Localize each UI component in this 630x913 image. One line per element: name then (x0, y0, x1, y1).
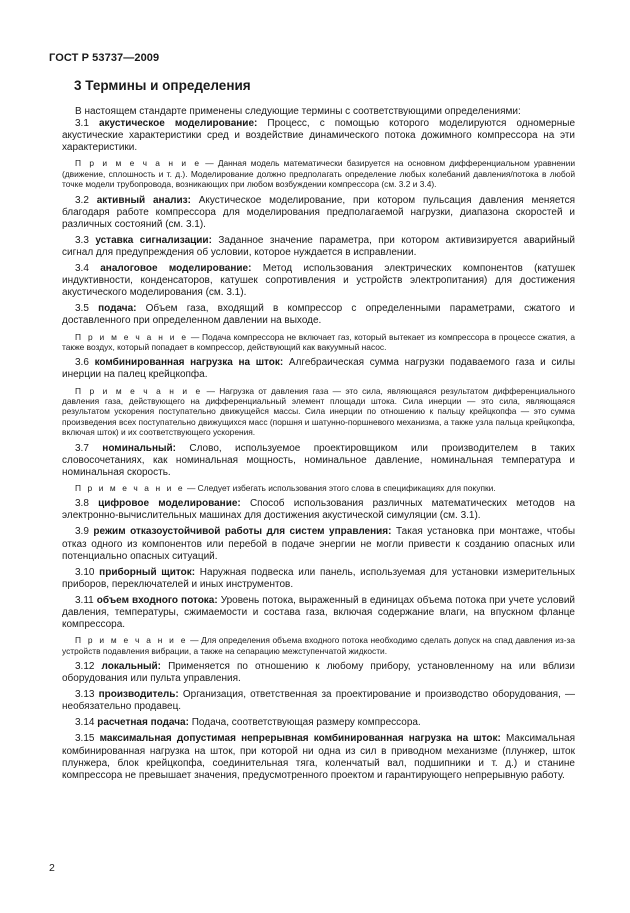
term-definition: Слово, используемое проектировщиком или производителем в таких словосочетаниях, как номинальная мощность, номинальное давление, номинальная температура и номинальная скорость. (62, 442, 576, 478)
term-3-1 (62, 118, 575, 154)
standard-designation: ГОСТ Р 53737—2009 (49, 52, 160, 64)
term-name: объем входного потока: (96, 594, 218, 606)
term-definition: Применяется по отношению к любому прибору, установленному на или вблизи оборудования или пульта управления. (62, 661, 575, 685)
note-3-5 (62, 332, 575, 353)
term-3-13 (62, 689, 575, 713)
term-definition: Процесс, с помощью которого моделируются одномерные акустические характеристики сред и воздействие динамического потока дожимного компрессора на эти характеристики. (62, 118, 576, 154)
term-name: локальный: (101, 661, 161, 672)
term-number: 3.7 (75, 442, 89, 454)
term-name: расчетная подача: (97, 717, 189, 729)
term-3-6 (62, 357, 575, 381)
note-label: П р и м е ч а н и е (75, 158, 202, 169)
section-title: 3 Термины и определения (74, 78, 251, 93)
note-text: — Подача компрессора не включает газ, который вытекает из компрессора в процессе сжатия, а также воздух, который попадает в компрессор, действующий как вакуумный насос. (62, 331, 575, 352)
term-3-3 (62, 235, 575, 259)
term-number: 3.13 (75, 689, 95, 701)
term-name: номинальный: (102, 442, 177, 454)
term-number: 3.6 (75, 357, 89, 369)
note-3-11 (62, 635, 575, 656)
term-name: уставка сигнализации: (95, 234, 212, 246)
note-label: П р и м е ч а н и е (75, 331, 189, 342)
term-number: 3.9 (75, 526, 89, 538)
term-name: производитель: (98, 689, 179, 701)
term-definition: Наружная подвеска или панель, используемая для установки измерительных приборов, переключателей и иных инструментов. (62, 566, 576, 590)
term-3-14 (62, 717, 575, 729)
term-name: акустическое моделирование: (98, 118, 258, 130)
term-number: 3.10 (75, 566, 95, 578)
note-text: — Нагрузка от давления газа — это сила, являющаяся результатом дифференциального давления газа, действующего на дифференциальный элемент площади штока. Сила инерции — это сила, являющаяся результатом ускорения поступательно движущейся массы. Сила инерции по отношению к пальцу крейцкопфа — это сумма произведения всех поступательно движущихся масс (поршня и шатунно-поршневого механизма, а также узла пальца крейцкопфа, включая шток) и их соответствующего ускорения. (62, 385, 575, 438)
term-number: 3.11 (75, 594, 94, 606)
term-name: приборный щиток: (99, 566, 196, 578)
term-name: подача: (98, 303, 137, 315)
term-number: 3.1 (75, 118, 89, 130)
term-number: 3.15 (75, 733, 95, 745)
term-number: 3.12 (75, 661, 95, 672)
note-3-6 (62, 386, 575, 438)
term-3-7 (62, 443, 575, 479)
term-number: 3.4 (75, 263, 89, 275)
term-3-12 (62, 661, 575, 685)
term-number: 3.3 (75, 234, 89, 246)
term-definition: Объем газа, входящий в компрессор с определенными параметрами, сжатого и доставленного при определенном давлении на выходе. (62, 303, 576, 327)
term-3-2 (62, 195, 575, 231)
intro-paragraph: В настоящем стандарте применены следующие термины с соответствующими определениями: (75, 106, 521, 117)
document-body (62, 106, 575, 786)
term-3-5 (62, 303, 575, 327)
term-definition: Подача, соответствующая размеру компрессора. (191, 717, 421, 729)
term-number: 3.8 (75, 498, 89, 510)
term-3-10 (62, 567, 575, 591)
term-name: аналоговое моделирование: (100, 263, 252, 275)
term-definition: Метод использования электрических компонентов (катушек индуктивности, конденсаторов, катушек сопротивления и устройств электропитания) для достижения акустического моделирования (см. 3.1). (62, 263, 576, 299)
term-name: максимальная допустимая непрерывная комбинированная нагрузка на шток: (99, 733, 501, 745)
term-3-11 (62, 595, 575, 631)
note-label: П р и м е ч а н и е (75, 482, 185, 493)
term-number: 3.2 (75, 194, 89, 206)
term-name: цифровое моделирование: (98, 498, 241, 510)
term-definition: Уровень потока, выраженный в единицах объема потока при учете условий давления, температуры, сжимаемости и состава газа, включая содержание влаги, на впускном фланце компрессора. (62, 594, 575, 631)
term-definition: Способ использования различных математических методов на электронно-вычислительных машинах для достижения акустической симуляции (см. 3.1). (62, 498, 576, 522)
term-number: 3.5 (75, 303, 89, 315)
note-label: П р и м е ч а н и е (75, 385, 203, 396)
term-definition: Акустическое моделирование, при котором пульсация давления меняется благодаря работе компрессора для моделирования предполагаемой нагрузки, диапазона скоростей и различных состояний (см. 3.1). (62, 194, 575, 230)
note-text: — Следует избегать использования этого слова в спецификациях для покупки. (186, 482, 496, 493)
term-definition: Такая установка при монтаже, чтобы отказ одного из компонентов или перебой в подаче энергии не могли привести к созданию опасных или потенциально опасных ситуаций. (62, 526, 576, 562)
note-3-1 (62, 158, 575, 189)
term-number: 3.14 (75, 717, 95, 729)
term-3-9 (62, 526, 575, 562)
term-3-15 (62, 733, 575, 781)
term-definition: Максимальная комбинированная нагрузка на шток, при которой ни одна из сил в приводном механизме (плунжер, шток плунжера, блок крейцкопфа, соединительная тяга, коленчатый вал, подшипники и т. д.) и станине компрессора не превышает значения, предусмотренного проектом и гарантирующего непрерывную работу. (62, 733, 576, 781)
page-number: 2 (49, 862, 55, 874)
term-name: режим отказоустойчивой работы для систем управления: (93, 526, 392, 538)
note-text: — Для определения объема входного потока необходимо сделать допуск на спад давления из-за устройств подавления вибрации, а также на сепарацию межступенчатой жидкости. (62, 635, 576, 656)
term-definition: Организация, ответственная за проектирование и производство оборудования, — необязательно продавец. (62, 689, 576, 713)
term-definition: Заданное значение параметра, при котором активизируется аварийный сигнал для предупреждения об условии, которое нуждается в исправлении. (62, 234, 575, 258)
term-3-8 (62, 498, 575, 522)
note-text: — Данная модель математически базируется на основном дифференциальном уравнении (движение, сплошность и т. д.). Моделирование должно предполагать определение любых колебаний давления/потока в любой точке модели трубопровода, возникающих при любом возбуждении компрессора (см. 3.2 и 3.4). (62, 158, 575, 190)
term-name: комбинированная нагрузка на шток: (94, 357, 284, 369)
term-definition: Алгебраическая сумма нагрузки подаваемого газа и силы инерции на палец крейцкопфа. (62, 357, 576, 381)
note-3-7 (62, 483, 575, 493)
note-label: П р и м е ч а н и е (75, 635, 188, 646)
term-name: активный анализ: (96, 194, 191, 206)
term-3-4 (62, 263, 575, 299)
